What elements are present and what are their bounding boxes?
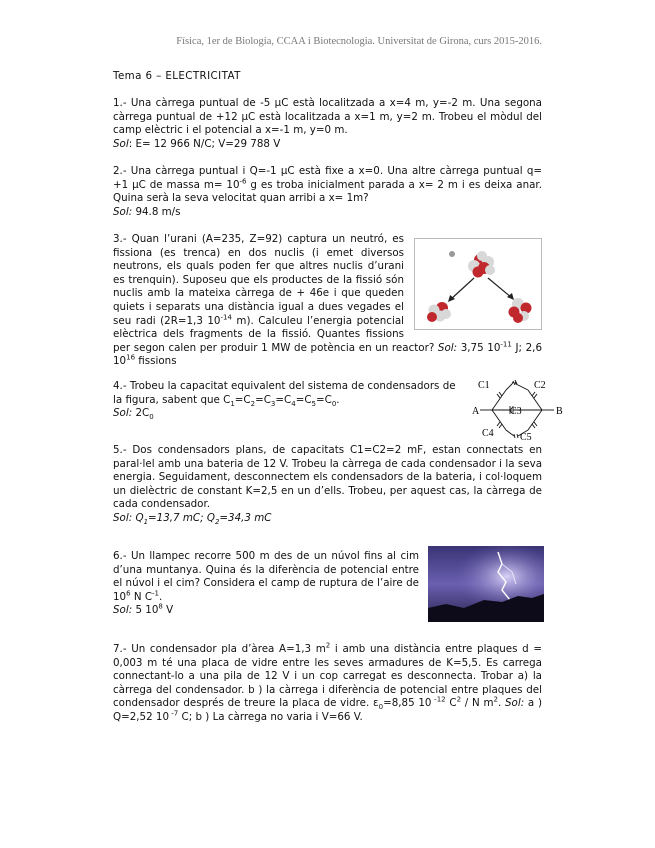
problem-2-solution: 94.8 m/s [132, 205, 181, 218]
problem-4-sol-sub: 0 [149, 413, 154, 422]
label-c3: C3 [510, 406, 522, 417]
problem-5-sol-sub-2: 2 [214, 518, 220, 527]
problem-7 [113, 643, 542, 725]
problem-7-exp-4: 2 [493, 695, 498, 704]
problem-3-text-a: 3.- Quan l’urani (A=235, Z=92) captura un neutró, es fissiona (es trenca) en dos nuclis (i emet diversos neutrons, els quals poden fer que altres nuclis d’urani es trenquin). Suposeu que els productes de la fissió són nuclis amb la mateixa càrrega de + 46e i que queden quiets i separats una distància igual a dues vegades el seu radi (2R=1,3 10 [113, 233, 404, 327]
problem-7-text-a: 7.- Un condensador pla d’àrea A=1,3 m [113, 643, 326, 655]
problem-6-exp-3: 8 [158, 602, 163, 611]
page-title: Tema 6 – ELECTRICITAT [113, 70, 241, 82]
problem-4-eq-4: =C [295, 393, 312, 406]
problem-2-exp: -6 [239, 177, 247, 186]
capacitor-circuit-diagram [466, 376, 566, 442]
problem-5-sol-b: =13,7 mC; Q [148, 511, 215, 524]
problem-4-eq-3: =C [275, 393, 292, 406]
problem-7-exp-5: -7 [169, 709, 179, 718]
problem-4-sub-5: 5 [311, 399, 316, 408]
problem-6-text-b: N C [130, 590, 153, 603]
problem-4-sub-0: 0 [331, 399, 337, 408]
problem-4-eq-5: =C [315, 393, 332, 406]
problem-7-sol-b: C; b ) La càrrega no varia i V=66 V. [178, 710, 363, 723]
problem-5-sol-sub-1: 1 [143, 518, 149, 527]
problem-1-sol-label: Sol [113, 137, 129, 150]
neutron [449, 251, 455, 257]
problem-3-sol-label: Sol: [437, 341, 458, 354]
problem-6-text-c: . [159, 590, 163, 603]
problem-7-text-b: i amb una distància entre plaques d = 0,003 m té una placa de vidre entre les seves armadures de K=5,5. Es carrega connectant-lo a una pila de 12 V i un cop carregat es desconnecta. Trobar a) la càrrega del condensador. b ) la càrrega i diferència de potencial entre plaques del condensador després de treure la placa de vidre. ε [113, 643, 542, 710]
problem-7-text-f: . [497, 697, 505, 710]
problem-2-sol-label: Sol: [113, 205, 133, 218]
problem-4-sub-3: 3 [270, 399, 276, 408]
problem-4: 4.- Trobeu la capacitat equivalent del sistema de condensadors de la figura, sabent que $C_1=C_2=C_3=C_4=C_5=C_0$. Sol: $2C_0$ [113, 380, 456, 422]
label-a: A [472, 406, 480, 417]
label-c4: C4 [482, 428, 494, 439]
problem-4-eq-1: =C [234, 393, 251, 406]
problem-3-exp-1: -14 [220, 313, 232, 322]
problem-7-sol-label: Sol: [505, 697, 525, 710]
problem-2 [113, 165, 542, 219]
problem-4-sol-label: Sol: [113, 407, 133, 420]
problem-7-text-e: / N m [461, 697, 494, 710]
problem-5-text: 5.- Dos condensadors plans, de capacitats C1=C2=2 mF, estan connectats en paral·lel amb una bateria de 12 V. Trobeu la càrrega de cada condensador i la seva energia. Seguidament, desconnectem els condensadors de la bateria, i col·loquem un dielèctric de constant K=2,5 en un d’ells. Trobeu, per aquest cas, la càrrega de cada condensador. [113, 444, 542, 511]
problem-6-text-a: 6.- Un llampec recorre 500 m des de un núvol fins al cim d’una muntanya. Quina és la diferència de potencial entre el núvol i el cim? Considera el camp de ruptura de l’aire de 10 [113, 550, 419, 603]
label-c5: C5 [520, 432, 532, 442]
problem-4-sub-2: 2 [250, 399, 256, 408]
problem-7-text-d: C [445, 697, 457, 710]
problem-3-sol-a: 3,75 10 [457, 341, 501, 354]
label-c1: C1 [478, 380, 490, 391]
fission-image [414, 238, 542, 330]
problem-6-sol-a: 5 10 [132, 604, 159, 617]
page-header: Física, 1er de Biologia, CCAA i Biotecnologia. Universitat de Girona, curs 2015-2016. [176, 36, 542, 47]
problem-6-sol-label: Sol: [113, 604, 133, 617]
problem-1 [113, 97, 542, 151]
problem-6-sol-b: V [162, 604, 174, 617]
problem-7-exp-2: -12 [431, 695, 446, 704]
problem-5-sol-a: Q [132, 511, 144, 524]
problem-1-solution: : E= 12 966 N/C; V=29 788 V [128, 137, 281, 150]
problem-5-sol-c: =34,3 mC [219, 511, 272, 524]
problem-3-text-b: m). Calculeu l’energia potencial elèctrica dels fragments de la fissió. Quantes fissions per segon calen per produir 1 MW de potència en un reactor? [113, 314, 438, 354]
problem-6-exp-2: -1 [152, 589, 160, 598]
label-c2: C2 [534, 380, 546, 391]
problem-2-text-a: 2.- Una càrrega puntual i Q=-1 µC està fixe a x=0. Una altre càrrega puntual q= +1 µC de massa m= 10 [113, 165, 542, 191]
problem-4-sub-4: 4 [291, 399, 296, 408]
problem-7-sol-a: a ) Q=2,52 10 [113, 697, 542, 723]
problem-6 [113, 550, 419, 618]
problem-7-exp-1: 2 [325, 641, 331, 650]
problem-7-text-c: =8,85 10 [383, 697, 432, 710]
problem-3-sol-b: J; 2,6 10 [113, 341, 542, 368]
problem-4-eq-2: =C [255, 393, 271, 406]
problem-4-sub-1: 1 [230, 399, 235, 408]
problem-3-exp-2: -11 [500, 340, 512, 349]
label-b: B [556, 406, 563, 417]
problem-5 [113, 444, 542, 526]
problem-3-exp-3: 16 [126, 353, 136, 362]
problem-1-text: 1.- Una càrrega puntual de -5 µC està localitzada a x=4 m, y=-2 m. Una segona càrrega puntual de +12 µC està localitzada a x=1 m, y=2 m. Trobeu el mòdul del camp elèctric i el potencial a x=-1 m, y=0 m. [113, 97, 542, 137]
problem-4-text-a: 4.- Trobeu la capacitat equivalent del sistema de condensadors de la figura, sabent que C [113, 380, 456, 406]
lightning-photo [428, 546, 544, 622]
problem-7-exp-3: 2 [456, 695, 462, 704]
problem-3-sol-c: fissions [135, 355, 177, 368]
problem-6-exp-1: 6 [126, 589, 131, 598]
problem-5-sol-label: Sol: [113, 511, 133, 524]
problem-2-text-b: g es troba inicialment parada a x= 2 m i es deixa anar. Quina serà la seva velocitat quan arribi a x= 1m? [113, 178, 542, 205]
problem-4-solution: 2C [132, 407, 150, 420]
problem-7-sub-0: 0 [378, 703, 384, 712]
